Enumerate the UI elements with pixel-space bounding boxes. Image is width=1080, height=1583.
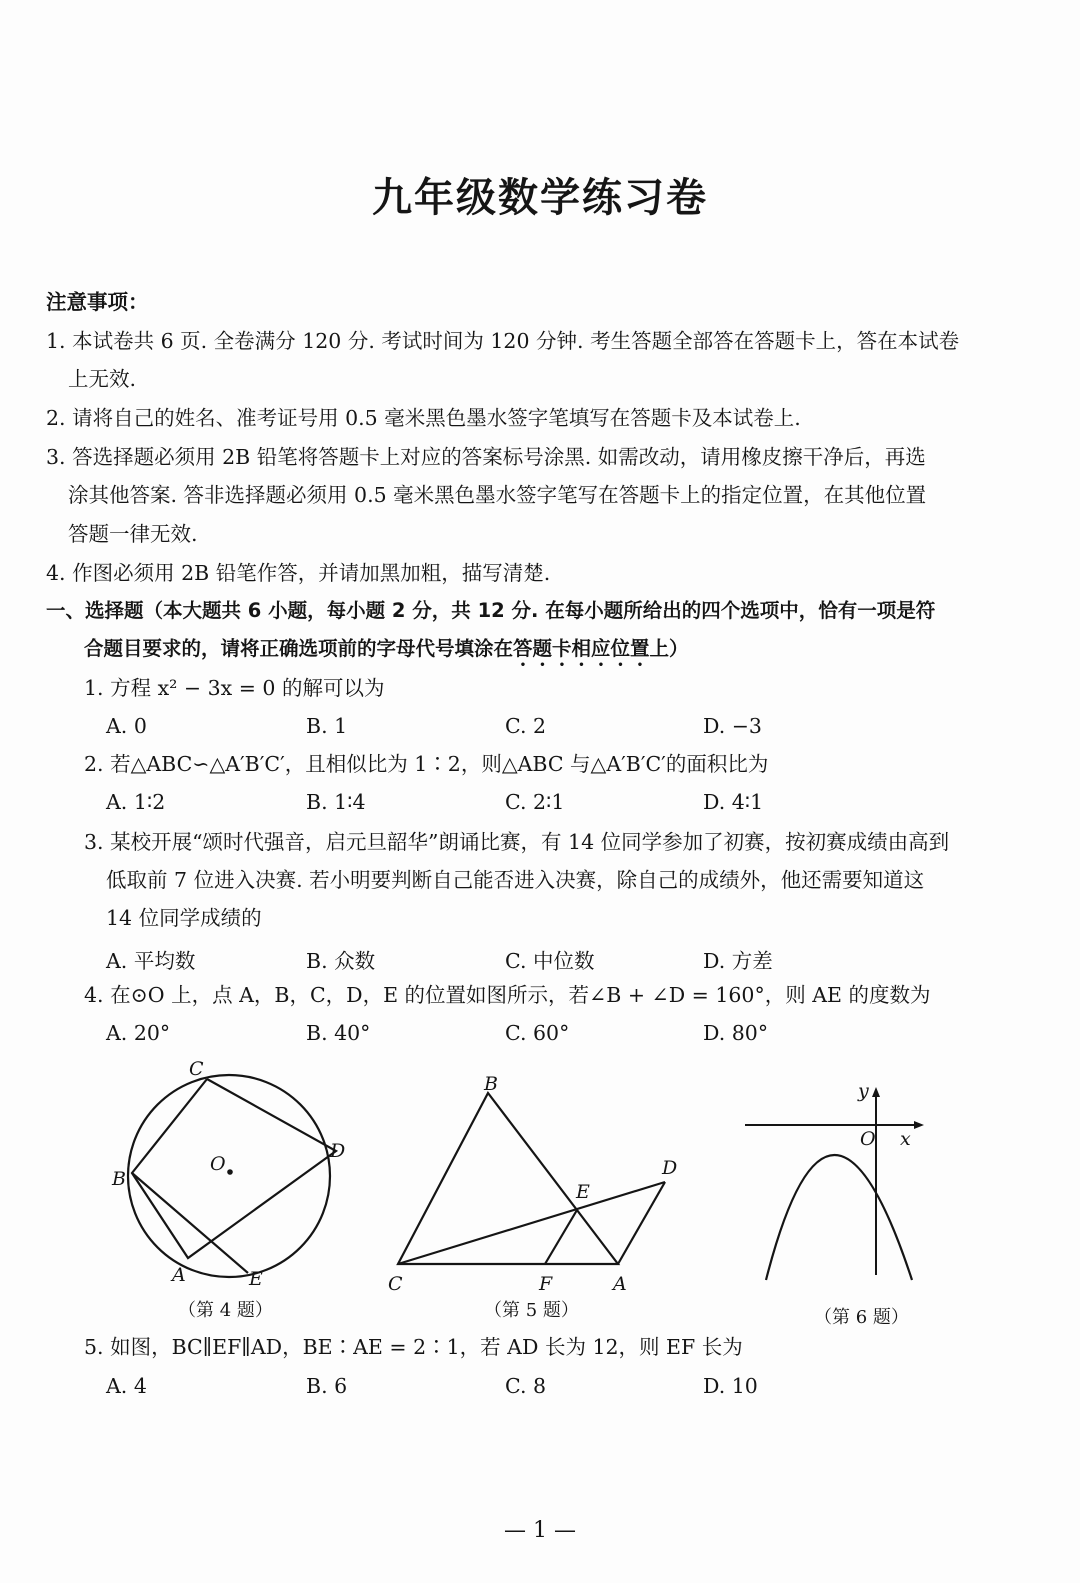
notice-heading: 注意事项：	[46, 290, 149, 314]
fig5-label-a: A	[613, 1273, 627, 1295]
q2-option-c: C. 2∶1	[505, 790, 565, 814]
fig6-label-x: x	[900, 1128, 911, 1150]
section1-post: 上）	[649, 637, 689, 660]
fig5-label-e: E	[576, 1181, 590, 1203]
question-3-stem-3: 14 位同学成绩的	[106, 906, 262, 930]
notice-item-1: 1. 本试卷共 6 页. 全卷满分 120 分. 考试时间为 120 分钟. 考生答题全部答在答题卡上，答在本试卷	[46, 329, 960, 353]
q4-option-a: A. 20°	[106, 1021, 171, 1045]
section1-dotted: 答题卡相应位置	[513, 637, 650, 660]
q5-option-a: A. 4	[106, 1374, 147, 1398]
notice-item-2: 2. 请将自己的姓名、准考证号用 0.5 毫米黑色墨水签字笔填写在答题卡及本试卷上.	[46, 406, 801, 430]
q3-option-d: D. 方差	[703, 949, 773, 973]
figure-6-parabola	[740, 1075, 930, 1290]
figure-4-circle	[100, 1055, 350, 1300]
q2-option-a: A. 1∶2	[106, 790, 166, 814]
notice-item-3-cont: 涂其他答案. 答非选择题必须用 0.5 毫米黑色墨水签字笔写在答题卡上的指定位置，在其他位置	[68, 483, 927, 507]
q4-option-d: D. 80°	[703, 1021, 769, 1045]
fig6-y-arrow	[872, 1087, 880, 1097]
q1-option-a: A. 0	[106, 714, 147, 738]
fig4-center-dot	[227, 1169, 233, 1175]
fig6-x-arrow	[914, 1121, 924, 1129]
q2-option-b: B. 1∶4	[306, 790, 366, 814]
q1-option-b: B. 1	[306, 714, 348, 738]
q3-option-a: A. 平均数	[106, 949, 196, 973]
question-4-stem: 4. 在⊙O 上，点 A，B，C，D，E 的位置如图所示，若∠B + ∠D = 160°，则 AE 的度数为	[84, 983, 931, 1007]
notice-item-1-cont: 上无效.	[68, 367, 137, 391]
fig6-label-o: O	[860, 1128, 876, 1150]
q4-option-c: C. 60°	[505, 1021, 570, 1045]
page-number: — 1 —	[504, 1518, 576, 1543]
q3-option-b: B. 众数	[306, 949, 376, 973]
q5-option-b: B. 6	[306, 1374, 348, 1398]
q3-option-c: C. 中位数	[505, 949, 595, 973]
q4-option-b: B. 40°	[306, 1021, 371, 1045]
figure-4-caption: （第 4 题）	[178, 1300, 273, 1321]
notice-item-3-cont2: 答题一律无效.	[68, 522, 198, 546]
figure-6-caption: （第 6 题）	[814, 1307, 909, 1328]
fig4-label-c: C	[189, 1058, 204, 1080]
question-2-stem: 2. 若△ABC∽△A′B′C′，且相似比为 1∶2，则△ABC 与△A′B′C′的面积比为	[84, 752, 769, 776]
section1-heading: 一、选择题（本大题共 6 小题，每小题 2 分，共 12 分. 在每小题所给出的四个选项中，恰有一项是符	[46, 599, 936, 622]
notice-item-4: 4. 作图必须用 2B 铅笔作答，并请加黑加粗，描写清楚.	[46, 561, 551, 585]
fig5-label-f: F	[539, 1273, 553, 1295]
figure-5-triangle	[380, 1070, 680, 1295]
question-1-stem: 1. 方程 x² − 3x = 0 的解可以为	[84, 676, 385, 700]
question-5-stem: 5. 如图，BC∥EF∥AD，BE∶AE = 2∶1，若 AD 长为 12，则 EF 长为	[84, 1335, 743, 1359]
fig5-label-d: D	[662, 1157, 678, 1179]
figure-5-caption: （第 5 题）	[484, 1300, 579, 1321]
fig5-label-b: B	[484, 1073, 498, 1095]
q1-option-d: D. −3	[703, 714, 762, 738]
notice-item-3: 3. 答选择题必须用 2B 铅笔将答题卡上对应的答案标号涂黑. 如需改动，请用橡皮擦干净后，再选	[46, 445, 926, 469]
fig5-triangle-bca	[398, 1093, 618, 1264]
section1-pre: 合题目要求的，请将正确选项前的字母代号填涂在	[84, 637, 514, 660]
fig5-label-c: C	[388, 1273, 403, 1295]
q5-option-d: D. 10	[703, 1374, 758, 1398]
fig4-label-e: E	[249, 1268, 263, 1290]
q5-option-c: C. 8	[505, 1374, 547, 1398]
question-3-stem-2: 低取前 7 位进入决赛. 若小明要判断自己能否进入决赛，除自己的成绩外，他还需要知道这	[106, 868, 925, 892]
fig4-label-o: O	[210, 1153, 226, 1175]
fig4-polygon-cdab	[132, 1079, 336, 1258]
fig4-label-a: A	[172, 1264, 186, 1286]
page-title: 九年级数学练习卷	[372, 175, 708, 221]
fig6-label-y: y	[858, 1080, 869, 1102]
fig6-parabola-curve	[766, 1155, 912, 1280]
question-3-stem-1: 3. 某校开展“颂时代强音，启元旦韶华”朗诵比赛，有 14 位同学参加了初赛，按初赛成绩由高到	[84, 830, 950, 854]
fig4-label-d: D	[330, 1140, 346, 1162]
section1-heading-cont	[84, 637, 689, 671]
q2-option-d: D. 4∶1	[703, 790, 764, 814]
fig4-line-be	[132, 1173, 248, 1273]
fig4-label-b: B	[112, 1168, 126, 1190]
q1-option-c: C. 2	[505, 714, 547, 738]
